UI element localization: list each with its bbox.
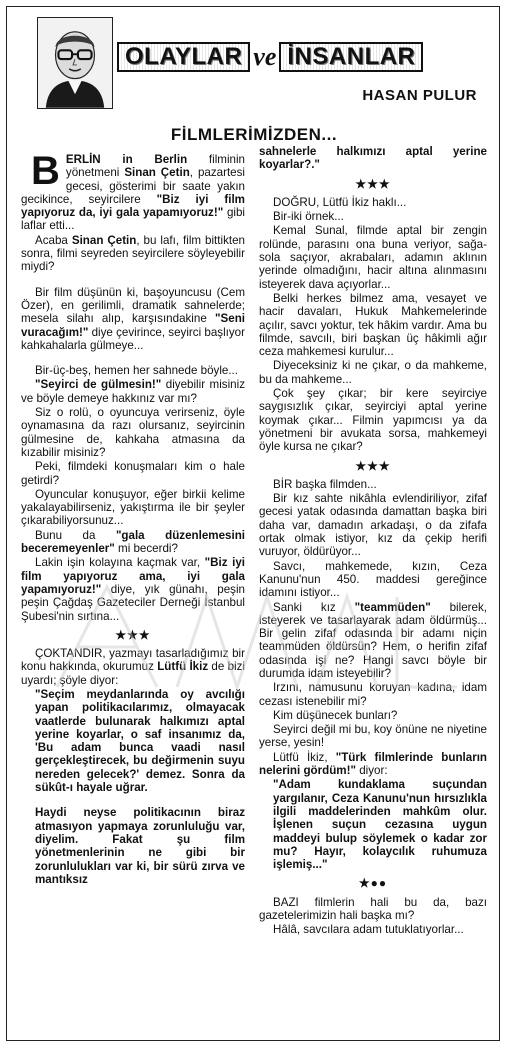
paragraph: Bir film düşünün ki, başoyuncusu (Cem Özer), en gerilimli, dramatik sahnelerde; mesela silahı alıp, karşısındakine "Seni vuracağım!" diye çevirince, seyirci başlıyor kahkahalarla gülmeye...: [21, 285, 245, 352]
article-title: FİLMLERİMİZDEN...: [170, 125, 338, 144]
banner-olaylar: OLAYLAR: [117, 42, 250, 72]
paragraph: Peki, filmdeki konuşmaları kim o hale getirdi?: [21, 460, 245, 487]
paragraph: ÇOKTANDIR, yazmayı tasarladığımız bir konu hakkında, okurumuz Lütfü İkiz de bizi uyardı; şöyle diyor:: [21, 647, 246, 687]
paragraph: Diyeceksiniz ki ne çıkar, o da mahkeme, bu da mahkeme...: [259, 359, 487, 386]
banner-insanlar: İNSANLAR: [279, 42, 423, 72]
section-divider-stars: ★★★: [115, 627, 151, 642]
paragraph: Bir kız sahte nikâhla evlendiriliyor, zifaf gecesi yatak odasında damattan başka biri daha var, damadın arkadaşı, o da zifafa ortak olmak istiyor, kız da çekip herifi vuruyor, öldürüyor...: [259, 492, 487, 559]
paragraph: Bir-üç-beş, hemen her sahnede böyle...: [35, 364, 239, 378]
paragraph: Lakin işin kolayına kaçmak var, "Biz iyi film yapıyoruz ama, iyi gala yapamıyoruz!" diye, yık günahı, peşin peşin Çağdaş Gazeteciler Derneği İstanbul Şubesi'nin sırtına...: [21, 556, 245, 623]
paragraph: DOĞRU, Lütfü İkiz haklı...: [273, 195, 407, 209]
drop-cap: B: [31, 149, 60, 193]
paragraph: BİR başka filmden...: [273, 477, 377, 491]
paragraph: Lütfü İkiz, "Türk filmlerinde bunların nelerini gördüm!" diyor:: [259, 750, 488, 778]
reader-quote: Haydi neyse politikacının biraz atmasıyon yapmaya zorunluluğu var, diyelim. Fakat şu film yönetmenlerinin ne gibi bir zorunlulukları var ki, bir sürü zırva ve mantıksız: [35, 806, 245, 886]
paragraph: Belki herkes bilmez ama, vesayet ve hacir davaları, Hukuk Mahkemelerinde açılır, savcı yoktur, tek hâkim vardır. Ama bu filmde, savcılı, biri başkan üç hâkimli ağır ceza mahkemesi kurulur...: [259, 291, 487, 359]
reader-quote: "Seçim meydanlarında oy avcılığı yapan politikacılarımız, olmayacak vaatlerde bulunarak halkımızı aptal yerine koyarlar, o saf insanımız da, 'Bu adam bunca vaadi nasıl gerçekleştirecek, bu değirmenin suyu nereden gelecek?' demez. Sonra da sükût-ı hayale uğrar.: [35, 687, 245, 795]
paragraph: Acaba Sinan Çetin, bu lafı, film bittikten sonra, filmi seyreden seyircilere söyleyebilir miydi?: [21, 233, 245, 274]
paragraph: BERLİN in Berlin filminin yönetmeni Sinan Çetin, pazartesi gecesi, gösterimi bir saate yakın gecikince, seyircilere "Biz iyi film yapıyoruz da, iyi gala yapamıyoruz!" gibi laflar etti...: [21, 149, 245, 233]
reader-quote-continued: sahnelerle halkımızı aptal yerine koyarlar?.": [259, 145, 487, 172]
banner-ve: ve: [253, 42, 277, 71]
article-column-left: [21, 149, 246, 887]
paragraph: BAZI filmlerin hali bu da, bazı gazetelerimizin hali başka mı?: [259, 895, 487, 923]
paragraph: Sanki kız "teammüden" bilerek, isteyerek ve tasarlayarak adam öldürmüş... Bir gelin zifaf odasında bir adamı niçin teammüden öldürsün? Hem, o herifin zifaf odasında işi ne? Hangi savcı böyle bir durumda idam isteyebilir?: [259, 600, 487, 680]
paragraph: Oyuncular konuşuyor, eğer birkiі kelime yakalayabilirseniz, yakıştırma ile bir şeyler çıkarabiliyorsunuz...: [21, 487, 245, 528]
paragraph: Kim düşünecek bunları?: [273, 708, 398, 722]
paragraph: Çok şey çıkar; bir kere seyirciye saygısızlık çıkar, seyirciyi aptal yerine koymak çıkar... Filmin yapımcısı ya da yönetmeni bir avukata sorsa, mahkemeyi öyle kursa ne çıkar?: [259, 387, 487, 454]
author-byline: HASAN PULUR: [362, 87, 477, 104]
paragraph: Hâlâ, savcılara adam tutuklatıyorlar...: [273, 923, 464, 937]
column-header: [7, 7, 501, 117]
paragraph: Irzını, namusunu koruyan kadına, idam cezası istenebilir mi?: [259, 681, 487, 708]
paragraph: Savcı, mahkemede, kızın, Ceza Kanunu'nun 450. maddesi gereğince idamını istiyor...: [259, 559, 487, 600]
author-portrait: [37, 17, 113, 109]
section-divider-stars: ★★★: [355, 176, 391, 191]
section-divider-stars: ★●●: [358, 876, 388, 891]
column-banner: [117, 41, 469, 73]
article-column-right: [259, 145, 487, 938]
paragraph: "Seyirci de gülmesin!" diyebilir misiniz ve böyle demeye hakkınız var mı?: [21, 378, 245, 405]
reader-quote: "Adam kundaklama suçundan yargılanır, Ceza Kanunu'nun hırsızlıkla ilgili maddelerinden mahkûm olur. İşlenen suçun cezasına uygun maddeyi bulup söylemek o kadar zor mu? Hayır, kolaycılık ruhumuza işlemiş...": [273, 778, 487, 872]
paragraph: Bunu da "gala düzenlemesini beceremeyenler" mi becerdi?: [21, 528, 245, 556]
paragraph: Kemal Sunal, filmde aptal bir zengin rolünde, parasını ona buna veriyor, sağa- sola saçıyor, akrabaları, adamın aklının yerinde olmadığını, hacir altına alınmasını isteyerek dava açıyorlar...: [259, 224, 487, 291]
paragraph: Siz o rolü, o oyuncuya verirseniz, öyle oynamasına da razı olursanız, seyircinin gülmesine de, kahkaha atmasına da kızabilir misiniz?: [21, 406, 245, 459]
newspaper-clipping: [6, 6, 500, 1041]
portrait-illustration-icon: [38, 18, 112, 108]
section-divider-stars: ★★★: [355, 458, 391, 473]
paragraph: Seyirci değil mi bu, koy önüne ne niyetine yerse, yesin!: [259, 723, 487, 750]
paragraph: Bir-iki örnek...: [273, 210, 344, 224]
